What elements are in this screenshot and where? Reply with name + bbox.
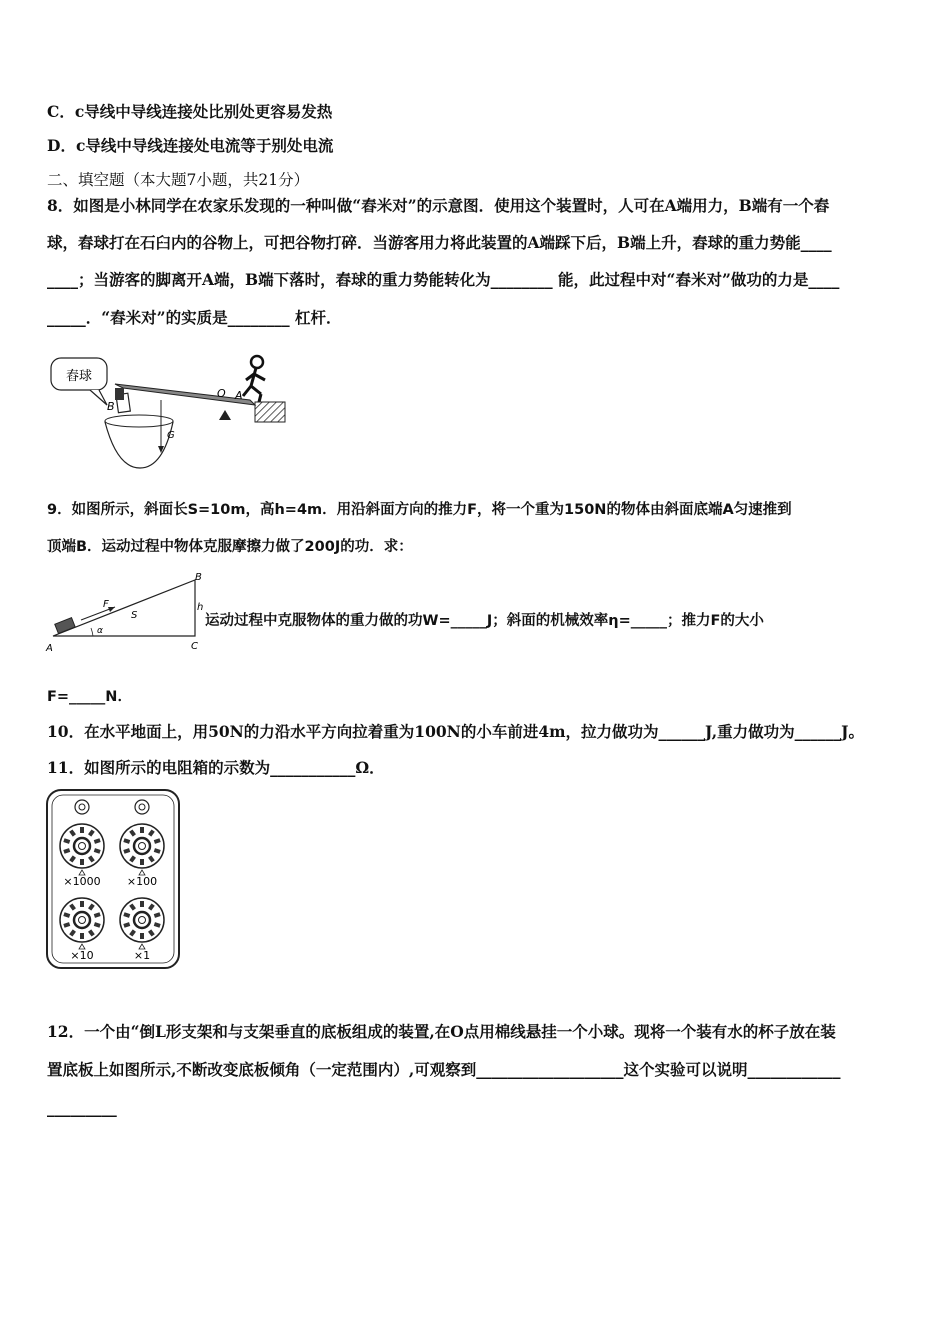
option-d: D．c导线中导线连接处电流等于别处电流	[47, 136, 334, 155]
o-label: O	[217, 387, 226, 400]
platform	[255, 402, 285, 422]
alpha-label: α	[97, 626, 103, 636]
dial-digit-mark	[140, 933, 144, 939]
q10-text: 10．在水平地面上，用50N的力沿水平方向拉着重为100N的小车前进4m，拉力做功为______J,重力做功为______J。	[47, 722, 864, 741]
resistance-box-figure	[45, 788, 181, 970]
dial-digit-mark	[80, 859, 84, 865]
dial-digit-mark	[140, 901, 144, 907]
h-label: h	[197, 602, 204, 613]
q12-line-2: 置底板上如图所示,不断改变底板倾角（一定范围内）,可观察到___________________这个实验可以说明____________	[47, 1060, 841, 1079]
q9-line-3: 运动过程中克服物体的重力做的功W=_____J；斜面的机械效率η=_____；推力F的大小	[205, 613, 764, 629]
q8-line-3: ____；当游客的脚离开A端，B端下落时，舂球的重力势能转化为________ 能，此过程中对“舂米对”做功的力是____	[47, 270, 840, 289]
q11-text: 11．如图所示的电阻箱的示数为___________Ω．	[47, 758, 385, 777]
a-label: A	[46, 643, 53, 654]
s-label: S	[131, 610, 138, 621]
q8-line-1: 8．如图是小林同学在农家乐发现的一种叫做“舂米对”的示意图．使用这个装置时，人可在A端用力，B端有一个舂	[47, 196, 830, 215]
speech-bubble	[51, 358, 107, 405]
a-label: A	[235, 389, 243, 402]
g-label: G	[167, 430, 175, 441]
b-label: B	[107, 400, 115, 413]
dial-digit-mark	[140, 827, 144, 833]
q8-line-2: 球，舂球打在石臼内的谷物上，可把谷物打碎．当游客用力将此装置的A端踩下后，B端上升，舂球的重力势能____	[47, 233, 832, 252]
dial-digit-mark	[80, 933, 84, 939]
rice-pounder-figure	[45, 350, 305, 475]
dial-digit-mark	[80, 901, 84, 907]
b-label: B	[195, 572, 202, 583]
q12-line-1: 12．一个由“倒L形支架和与支架垂直的底板组成的装置,在O点用棉线悬挂一个小球。现将一个装有水的杯子放在装	[47, 1022, 836, 1041]
ball-label: 舂球	[65, 369, 93, 384]
dial-multiplier-1: ×1	[133, 949, 151, 962]
q9-line-4: F=_____N．	[47, 689, 132, 705]
incline-figure	[45, 570, 207, 654]
c-label: C	[191, 641, 198, 652]
fulcrum	[219, 410, 231, 420]
section-heading: 二、填空题（本大题7小题，共21分）	[47, 171, 310, 189]
q12-line-3: _________	[47, 1098, 117, 1117]
q8-line-4: _____．“舂米对”的实质是________ 杠杆．	[47, 308, 342, 327]
dial-digit-mark	[80, 827, 84, 833]
q9-line-2: 顶端B．运动过程中物体克服摩擦力做了200J的功．求：	[47, 539, 413, 555]
dial-multiplier-1000: ×1000	[63, 875, 101, 888]
option-c: C．c导线中导线连接处比别处更容易发热	[47, 102, 333, 121]
f-label: F	[103, 599, 109, 610]
dial-multiplier-10: ×10	[70, 949, 94, 962]
person	[243, 356, 265, 402]
q9-line-1: 9．如图所示，斜面长S=10m，高h=4m．用沿斜面方向的推力F，将一个重为150N的物体由斜面底端A匀速推到	[47, 502, 792, 518]
dial-digit-mark	[140, 859, 144, 865]
dial-multiplier-100: ×100	[126, 875, 158, 888]
